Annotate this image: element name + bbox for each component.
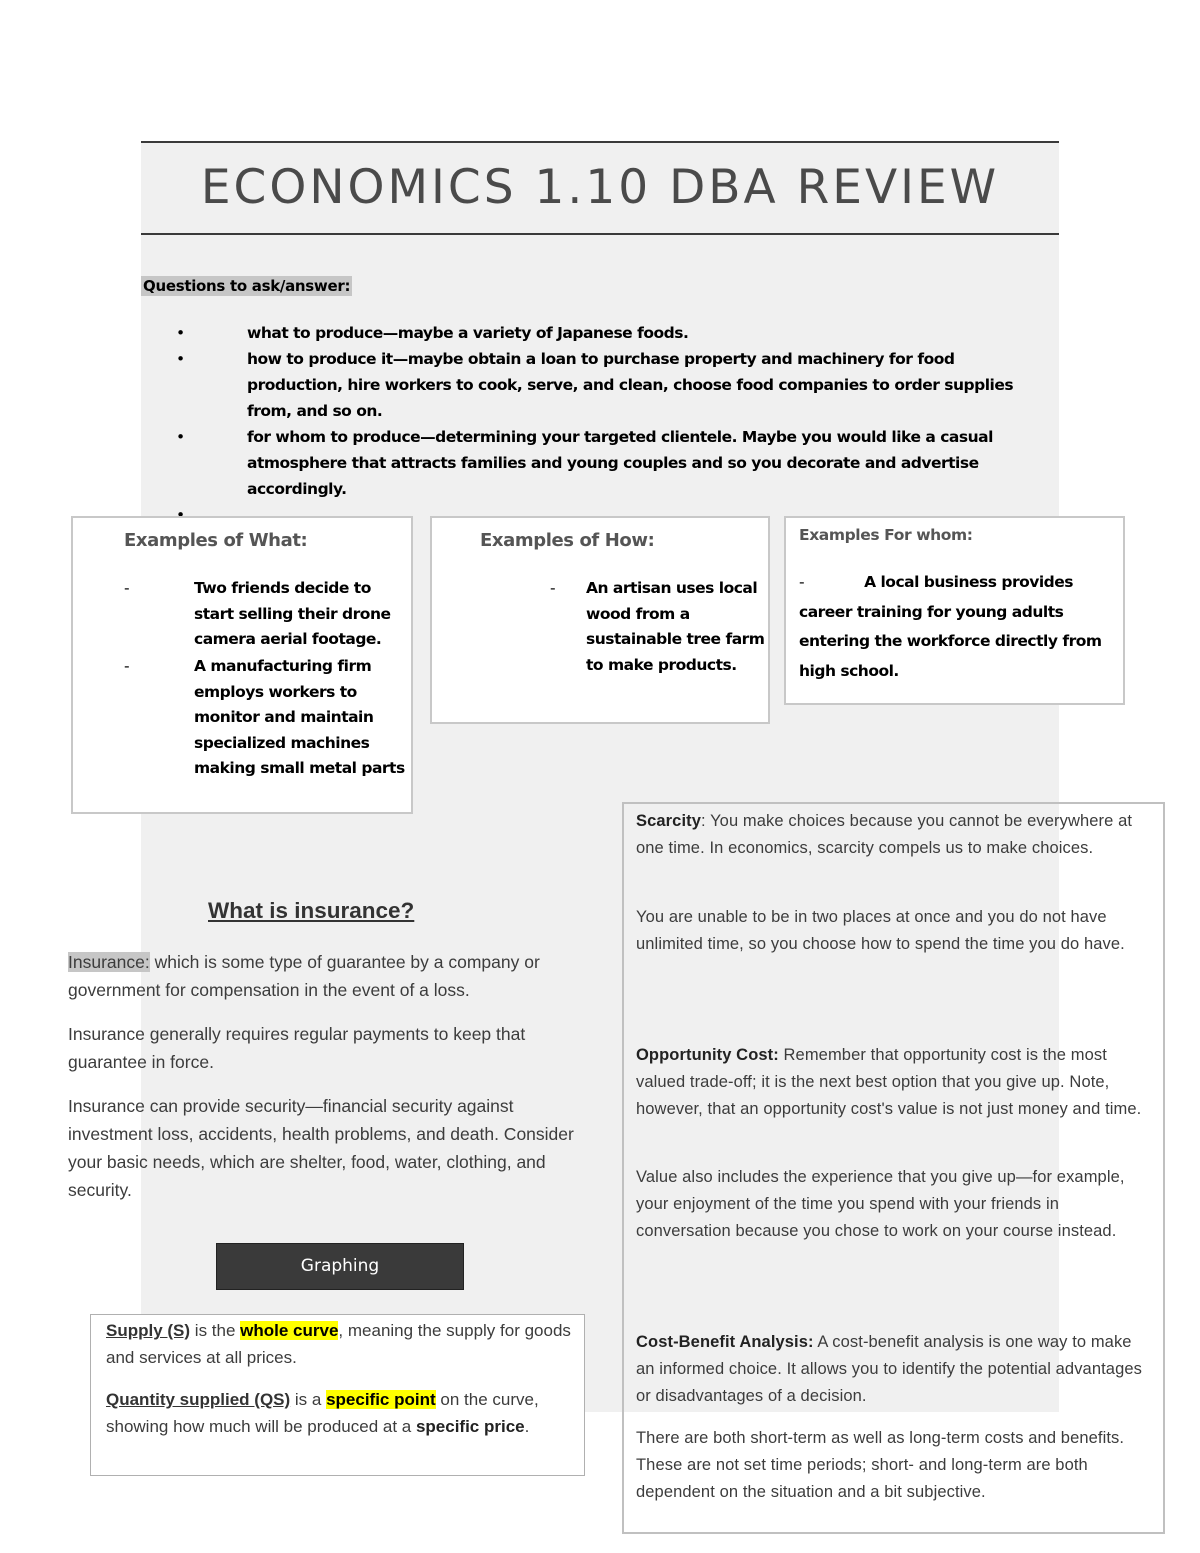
qs-mid-text: is a — [290, 1390, 327, 1409]
insurance-definition-text: which is some type of guarantee by a company or government for compensation in the event of a loss. — [68, 952, 540, 1000]
examples-what-box — [71, 516, 413, 814]
title-bottom-rule — [141, 233, 1059, 235]
scarcity-definition — [636, 808, 1151, 862]
cost-benefit-paragraph-2: There are both short-term as well as long-term costs and benefits. These are not set time periods; short- and long-term are both dependent on the situation and a bit subjective. — [636, 1429, 1125, 1501]
supply-mid-text: is the — [190, 1321, 241, 1340]
example-what-text: Two friends decide to start selling their drone camera aerial footage. — [194, 579, 391, 649]
list-item — [799, 568, 1119, 686]
example-what-text: A manufacturing firm employs workers to monitor and maintain specialized machines making small metal parts — [194, 657, 405, 778]
qs-end-text: . — [524, 1417, 530, 1436]
insurance-title: What is insurance? — [208, 898, 415, 923]
cost-benefit-definition — [636, 1329, 1151, 1410]
supply-rest-text: , meaning the supply for goods and services at all prices. — [106, 1321, 571, 1367]
examples-whom-box — [784, 516, 1125, 705]
qs-highlight: specific point — [326, 1390, 436, 1409]
examples-whom-title: Examples For whom: — [799, 526, 973, 544]
scarcity-def-text: : You make choices because you cannot be everywhere at one time. In economics, scarcity compels us to make choices. — [636, 812, 1133, 857]
graphing-button[interactable]: Graphing — [216, 1243, 464, 1290]
qs-bold-text: specific price — [415, 1417, 525, 1436]
question-item: • what to produce—maybe a variety of Japanese foods. — [170, 320, 1050, 346]
insurance-paragraph-3: Insurance can provide security—financial security against investment loss, accidents, health problems, and death. Consider your basic needs, which are shelter, food, water, clothing, and security. — [68, 1096, 574, 1200]
whom-dash: - — [799, 573, 805, 591]
questions-list — [170, 320, 1050, 528]
list-item: - A manufacturing firm employs workers to monitor and maintain specialized machines making small metal parts — [124, 654, 414, 782]
supply-definition — [106, 1317, 576, 1371]
cba-def-text: A cost-benefit analysis is one way to make an informed choice. It allows you to identify the potential advantages or disadvantages of a decision. — [636, 1333, 1142, 1405]
title-top-rule — [141, 141, 1059, 143]
scarcity-paragraph-2: You are unable to be in two places at once and you do not have unlimited time, so you choose how to spend the time you do have. — [636, 908, 1125, 953]
question-item: • how to produce it—maybe obtain a loan to purchase property and machinery for food production, hire workers to cook, serve, and clean, choose food companies to order supplies from, and so on. — [170, 346, 1050, 424]
opportunity-cost-definition — [636, 1042, 1151, 1123]
qs-rest-text: on the curve, showing how much will be produced at a — [106, 1390, 539, 1436]
example-whom-text: A local business provides career training for young adults entering the workforce directly from high school. — [799, 573, 1102, 680]
insurance-term: Insurance: — [68, 952, 150, 972]
quantity-supplied-definition — [106, 1386, 576, 1440]
opportunity-cost-paragraph-2: Value also includes the experience that you give up—for example, your enjoyment of the time you spend with your friends in conversation because you chose to work on your course instead. — [636, 1168, 1125, 1240]
list-item: - Two friends decide to start selling their drone camera aerial footage. — [124, 576, 414, 653]
examples-what-title: Examples of What: — [124, 530, 308, 551]
examples-how-title: Examples of How: — [480, 530, 655, 551]
examples-how-box — [430, 516, 770, 724]
opportunity-term: Opportunity Cost: — [636, 1046, 779, 1064]
scarcity-term: Scarcity — [636, 812, 702, 830]
opportunity-def-text: Remember that opportunity cost is the most valued trade-off; it is the next best option that you give up. Note, however, that an opportunity cost's value is not just money and time. — [636, 1046, 1142, 1118]
supply-term: Supply (S) — [106, 1321, 191, 1340]
list-item: - An artisan uses local wood from a sustainable tree farm to make products. — [550, 576, 765, 678]
questions-heading: Questions to ask/answer: — [143, 277, 351, 295]
insurance-paragraph-2: Insurance generally requires regular payments to keep that guarantee in force. — [68, 1024, 526, 1072]
page-title: ECONOMICS 1.10 DBA REVIEW — [200, 160, 1000, 215]
supply-highlight: whole curve — [240, 1321, 339, 1340]
insurance-definition — [68, 948, 588, 1004]
example-how-text: An artisan uses local wood from a sustainable tree farm to make products. — [586, 579, 765, 674]
qs-term: Quantity supplied (QS) — [106, 1390, 291, 1409]
question-item: • for whom to produce—determining your targeted clientele. Maybe you would like a casual atmosphere that attracts families and young couples and so you decorate and advertise accordingly. — [170, 424, 1050, 502]
cba-term: Cost-Benefit Analysis: — [636, 1333, 814, 1351]
